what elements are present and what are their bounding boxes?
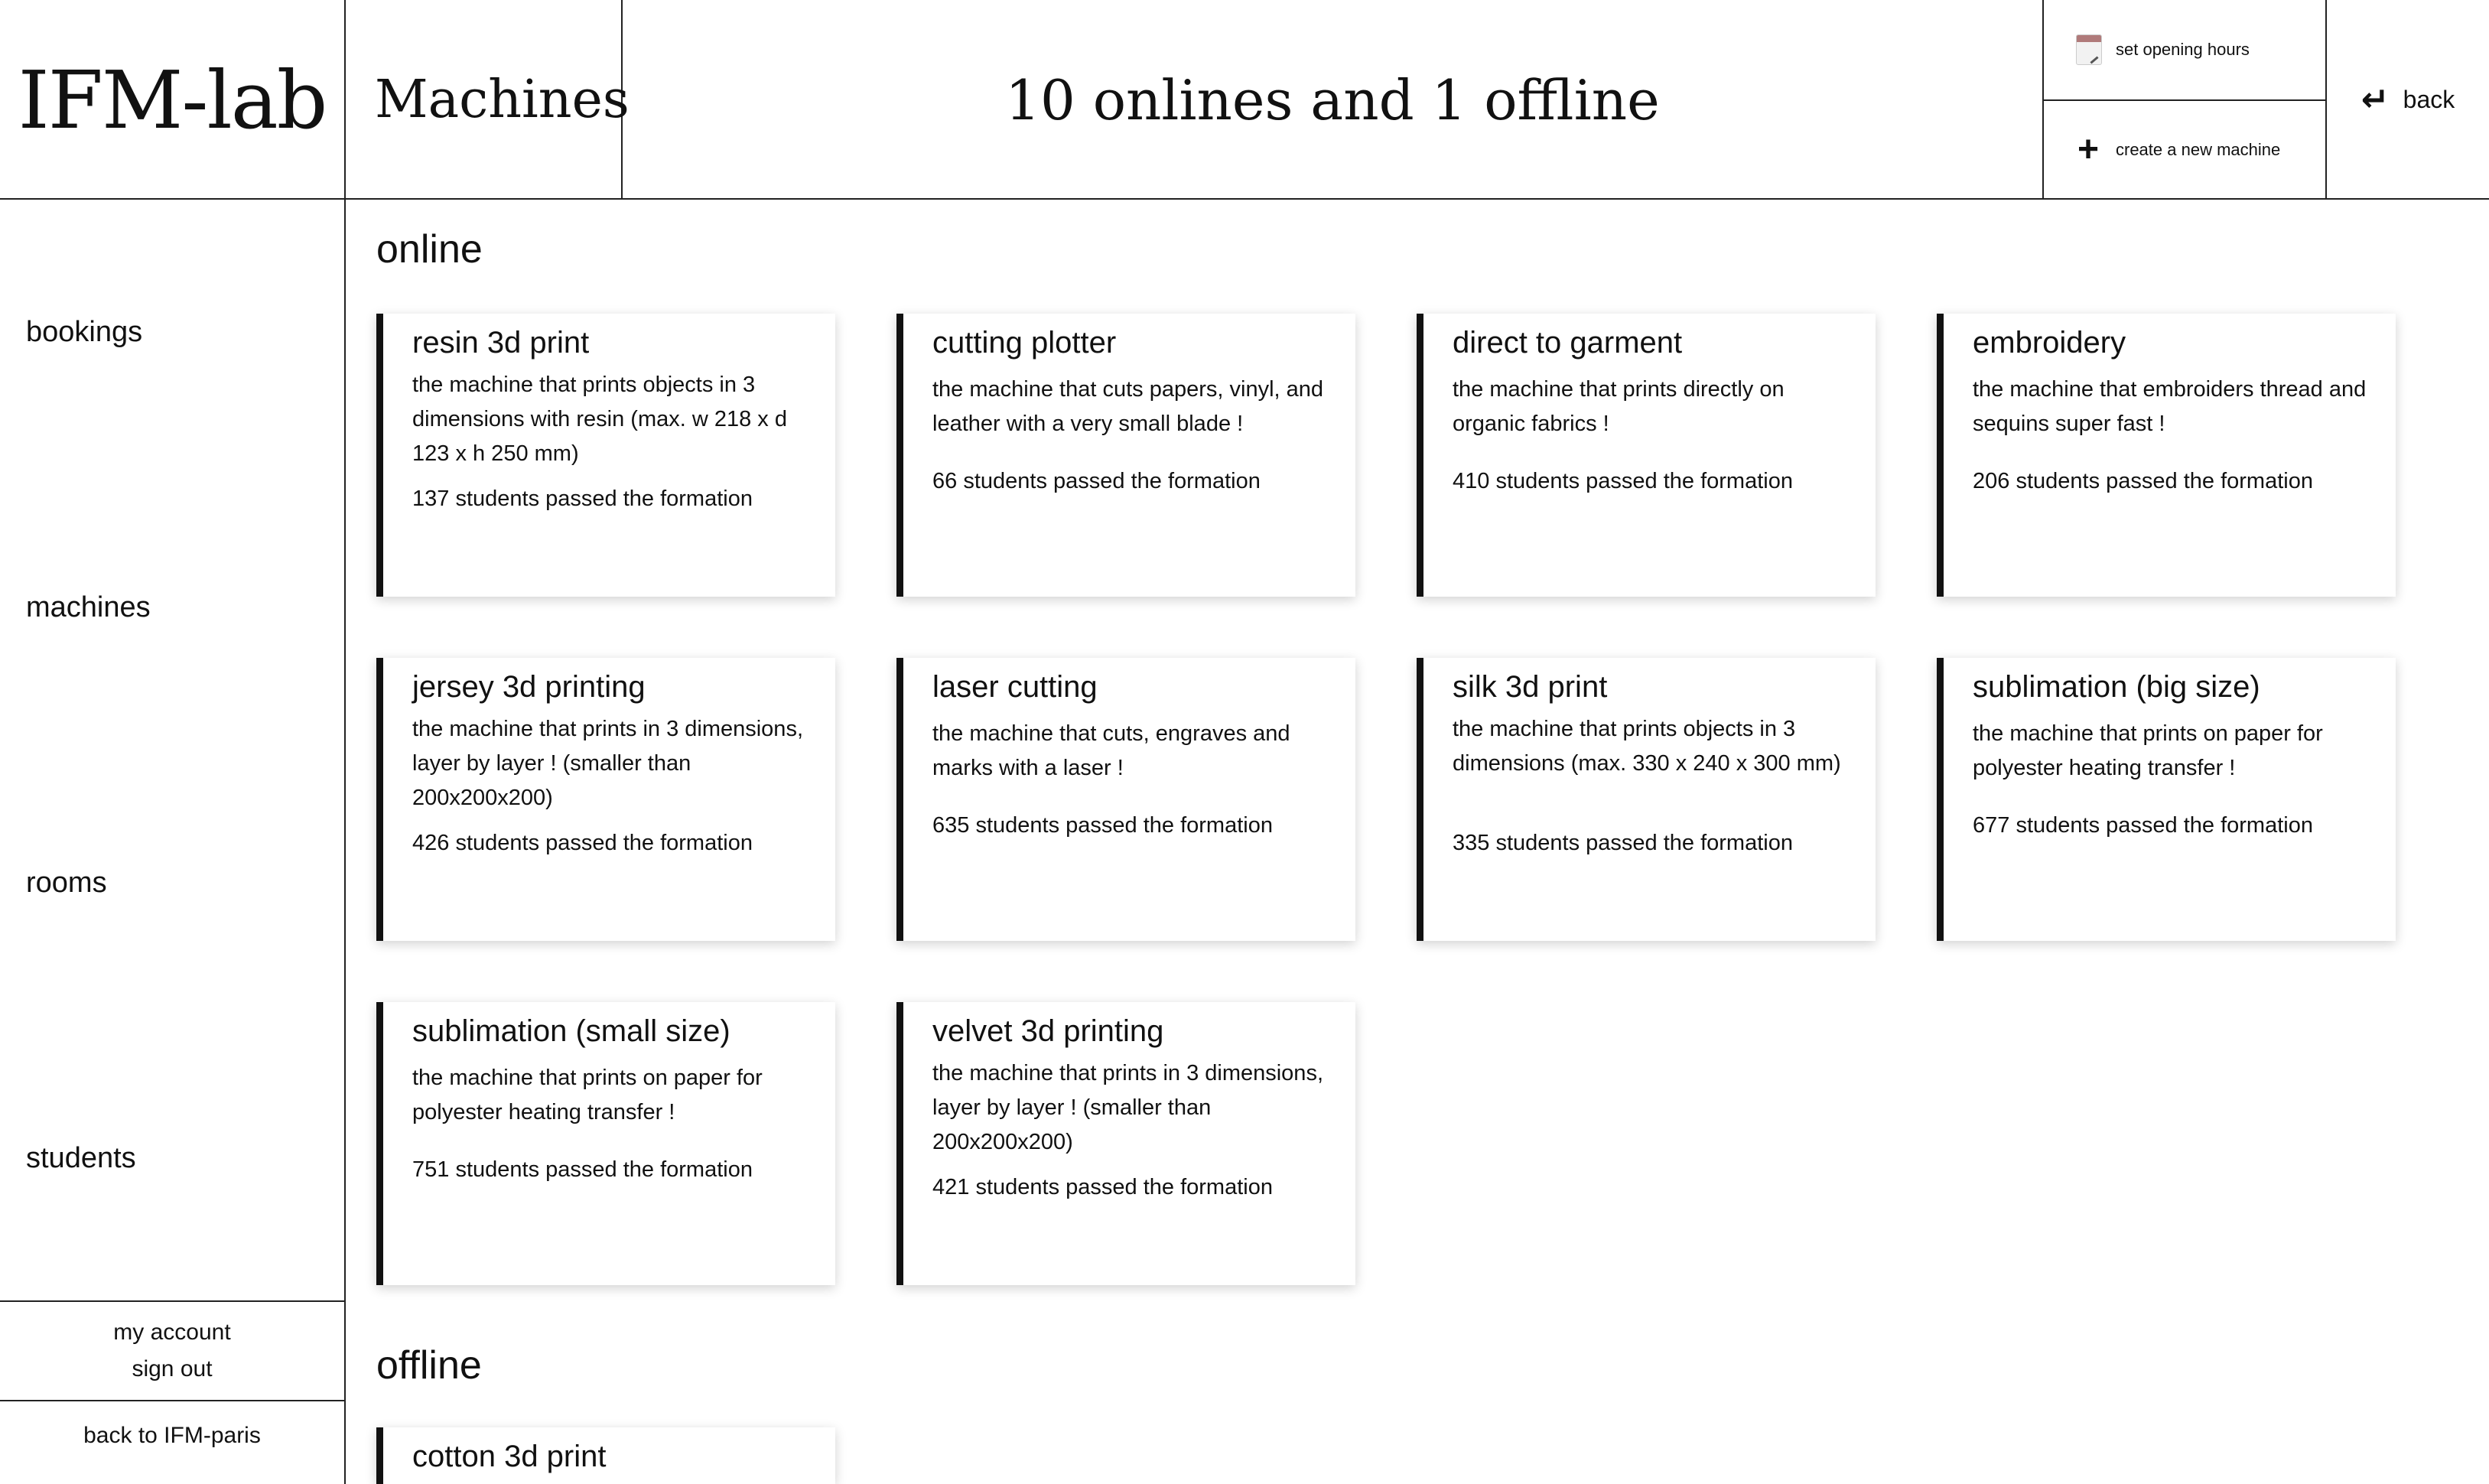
top-header (0, 0, 2489, 200)
machine-student-count: 677 students passed the formation (1973, 813, 2313, 838)
machine-description: the machine that cuts, engraves and marks with a laser ! (932, 721, 1290, 780)
machine-student-count: 410 students passed the formation (1453, 469, 1793, 493)
account-panel (0, 1300, 344, 1401)
app-logo[interactable]: IFM-lab (0, 0, 346, 200)
sidebar-item-students[interactable]: students (26, 1142, 136, 1174)
machine-student-count: 137 students passed the formation (412, 487, 753, 511)
machine-name: velvet 3d printing (932, 1014, 1164, 1048)
machine-card-direct-to-garment[interactable] (1417, 314, 1876, 597)
machine-description: the machine that cuts papers, vinyl, and leather with a very small blade ! (932, 377, 1324, 436)
machine-description: the machine that prints on paper for polyester heating transfer ! (412, 1066, 763, 1124)
machine-card-velvet-3d-printing[interactable] (896, 1002, 1355, 1285)
return-arrow-icon: ↵ (2360, 81, 2390, 119)
machine-name: sublimation (small size) (412, 1014, 730, 1048)
create-machine-label: create a new machine (2116, 139, 2281, 159)
sidebar-item-rooms[interactable]: rooms (26, 867, 107, 899)
machine-description: the machine that prints in 3 dimensions, layer by layer ! (smaller than 200x200x200) (412, 717, 803, 810)
set-opening-hours-button[interactable] (2044, 0, 2325, 99)
machine-description: the machine that prints objects in 3 dimensions with resin (max. w 218 x d 123 x h 250 mm) (412, 373, 787, 466)
machine-name: cotton 3d print (412, 1440, 607, 1473)
sidebar-item-bookings[interactable]: bookings (26, 316, 143, 348)
machine-card-laser-cutting[interactable] (896, 658, 1355, 941)
machine-description: the machine that embroiders thread and sequins super fast ! (1973, 377, 2367, 436)
machine-name: resin 3d print (412, 326, 590, 360)
machine-student-count: 421 students passed the formation (932, 1175, 1273, 1199)
page-title: Machines (346, 0, 623, 200)
machine-card-jersey-3d-printing[interactable] (376, 658, 835, 941)
machine-name: laser cutting (932, 670, 1098, 704)
machine-description: the machine that prints directly on organic fabrics ! (1453, 377, 1785, 436)
back-to-ifm-paris-link[interactable]: back to IFM-paris (83, 1423, 261, 1448)
machine-student-count: 426 students passed the formation (412, 831, 753, 855)
machine-card-cotton-3d-print[interactable] (376, 1427, 835, 1484)
machine-description: the machine that prints in 3 dimensions, layer by layer ! (smaller than 200x200x200) (932, 1061, 1323, 1154)
sidebar-item-machines[interactable]: machines (26, 591, 151, 623)
machine-name: sublimation (big size) (1973, 670, 2260, 704)
header-actions (2042, 0, 2327, 200)
machine-student-count: 335 students passed the formation (1453, 831, 1793, 855)
sign-out-link[interactable]: sign out (132, 1356, 213, 1381)
machine-name: direct to garment (1453, 326, 1683, 360)
machine-card-resin-3d-print[interactable] (376, 314, 835, 597)
machine-card-silk-3d-print[interactable] (1417, 658, 1876, 941)
machine-name: jersey 3d printing (412, 670, 646, 704)
machine-description: the machine that prints on paper for polyester heating transfer ! (1973, 721, 2323, 780)
plus-icon: + (2077, 129, 2100, 170)
machine-name: cutting plotter (932, 326, 1117, 360)
my-account-link[interactable]: my account (113, 1320, 231, 1345)
machine-card-sublimation-big[interactable] (1937, 658, 2396, 941)
calendar-icon (2074, 34, 2102, 65)
machine-student-count: 206 students passed the formation (1973, 469, 2313, 493)
sidebar (0, 200, 346, 1484)
back-label: back (2403, 86, 2455, 113)
machine-description: the machine that prints objects in 3 dimensions (max. 330 x 240 x 300 mm) (1453, 717, 1841, 776)
set-opening-hours-label: set opening hours (2116, 40, 2250, 59)
machine-status-summary: 10 onlines and 1 offline (1005, 67, 1660, 132)
machine-student-count: 635 students passed the formation (932, 813, 1273, 838)
offline-section-title: offline (376, 1343, 482, 1388)
machine-name: silk 3d print (1453, 670, 1608, 704)
machine-card-cutting-plotter[interactable] (896, 314, 1355, 597)
online-section-title: online (376, 227, 483, 272)
machine-name: embroidery (1973, 326, 2126, 360)
machine-card-embroidery[interactable] (1937, 314, 2396, 597)
machine-student-count: 751 students passed the formation (412, 1157, 753, 1182)
machine-student-count: 66 students passed the formation (932, 469, 1261, 493)
create-machine-button[interactable] (2044, 99, 2325, 198)
machine-card-sublimation-small[interactable] (376, 1002, 835, 1285)
back-button[interactable] (2327, 0, 2489, 200)
